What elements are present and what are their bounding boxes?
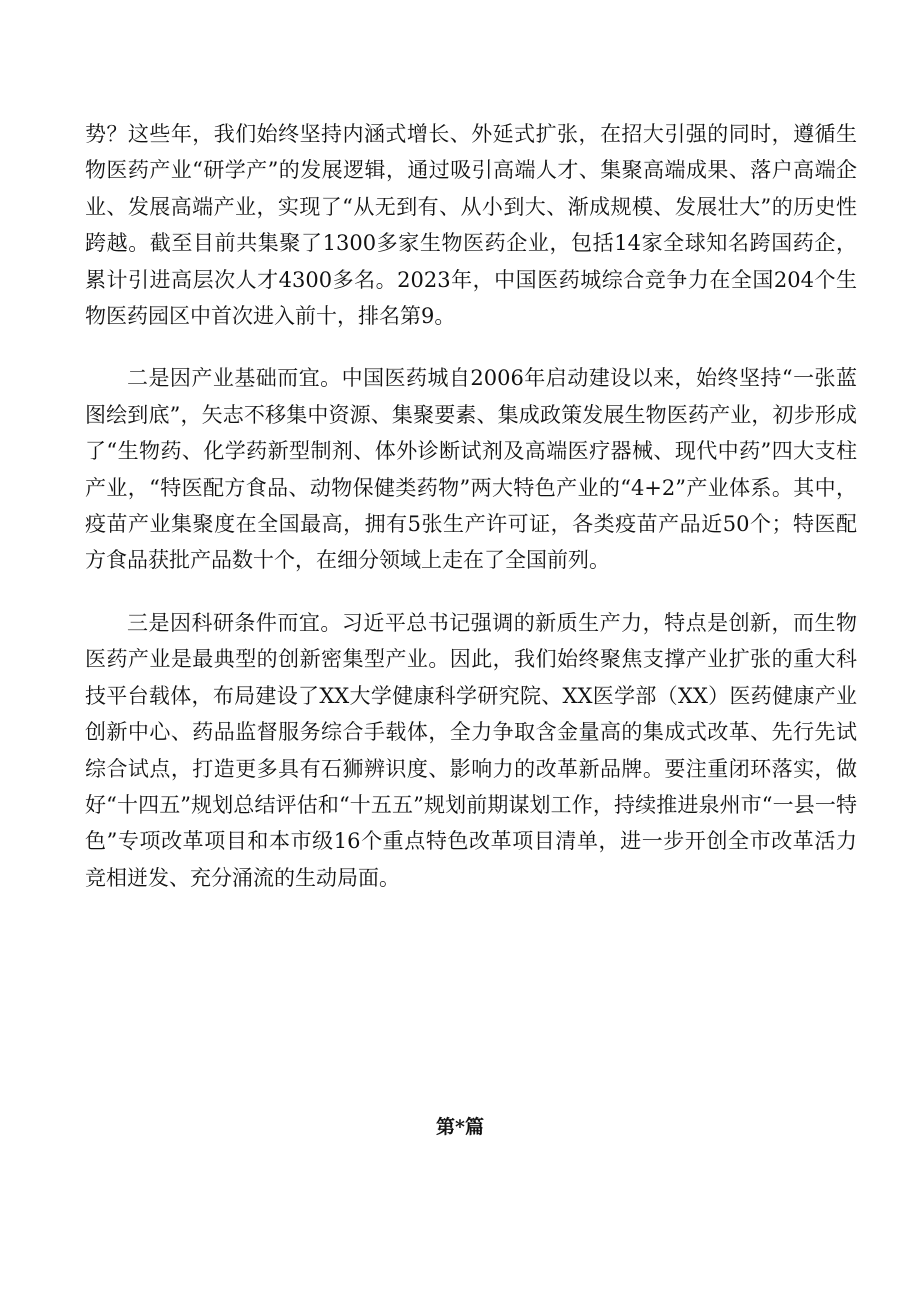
- paragraph-continuation: 势？这些年，我们始终坚持内涵式增长、外延式扩张，在招大引强的同时，遵循生物医药产业“研学产”的发展逻辑，通过吸引高端人才、集聚高端成果、落户高端企业、发展高端产业，实现了“从无到有、从小到大、渐成规模、发展壮大”的历史性跨越。截至目前共集聚了1300多家生物医药企业，包括14家全球知名跨国药企，累计引进高层次人才4300多名。2023年，中国医药城综合竞争力在全国204个生物医药园区中首次进入前十，排名第9。: [85, 122, 857, 329]
- section-heading: 第*篇: [436, 1116, 484, 1138]
- paragraph-research-conditions: 三是因科研条件而宜。习近平总书记强调的新质生产力，特点是创新，而生物医药产业是最典型的创新密集型产业。因此，我们始终聚焦支撑产业扩张的重大科技平台载体，布局建设了XX大学健康科学研究院、XX医学部（XX）医药健康产业创新中心、药品监督服务综合手载体，全力争取含金量高的集成式改革、先行先试综合试点，打造更多具有石狮辨识度、影响力的改革新品牌。要注重闭环落实，做好“十四五”规划总结评估和“十五五”规划前期谋划工作，持续推进泉州市“一县一特色”专项改革项目和本市级16个重点特色改革项目清单，进一步开创全市改革活力竞相迸发、充分涌流的生动局面。: [85, 610, 857, 890]
- paragraph-industry-foundation: 二是因产业基础而宜。中国医药城自2006年启动建设以来，始终坚持“一张蓝图绘到底”，矢志不移集中资源、集聚要素、集成政策发展生物医药产业，初步形成了“生物药、化学药新型制剂、体外诊断试剂及高端医疗器械、现代中药”四大支柱产业，“特医配方食品、动物保健类药物”两大特色产业的“4+2”产业体系。其中，疫苗产业集聚度在全国最高，拥有5张生产许可证，各类疫苗产品近50个；特医配方食品获批产品数十个，在细分领域上走在了全国前列。: [85, 366, 857, 573]
